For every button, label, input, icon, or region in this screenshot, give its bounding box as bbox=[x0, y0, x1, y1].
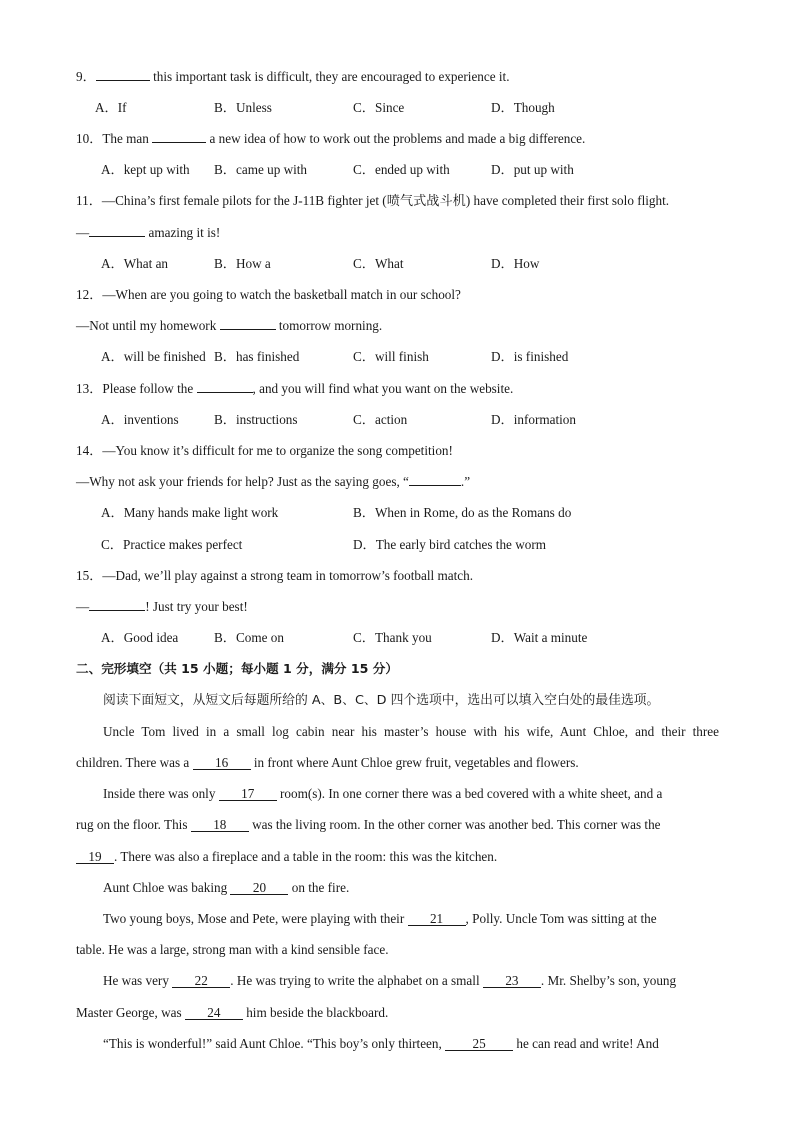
question-10-stem bbox=[76, 131, 585, 147]
passage-text: “This is wonderful!” said Aunt Chloe. “This boy’s only thirteen, bbox=[103, 1036, 446, 1051]
passage-text: Two young boys, Mose and Pete, were playing with their bbox=[103, 911, 408, 926]
blank-19: 19 bbox=[76, 850, 114, 864]
option-b: B．Come on bbox=[214, 630, 284, 645]
passage-text: . There was also a fireplace and a table in the room: this was the kitchen. bbox=[114, 849, 498, 864]
passage-line bbox=[103, 786, 662, 802]
passage-line: Uncle Tom lived in a small log cabin near his master’s house with his wife, Aunt Chloe, and their three bbox=[103, 724, 719, 739]
stem-text: —Why not ask your friends for help? Just as the saying goes, “ bbox=[76, 474, 409, 489]
passage-text: Master George, was bbox=[76, 1005, 185, 1020]
passage-text: He was very bbox=[103, 973, 173, 988]
question-14-response bbox=[76, 474, 470, 490]
question-9-stem bbox=[76, 69, 510, 85]
passage-line bbox=[103, 1036, 659, 1052]
answer-blank bbox=[96, 80, 150, 81]
passage-text: rug on the floor. This bbox=[76, 817, 191, 832]
passage-text: in front where Aunt Chloe grew fruit, vegetables and flowers. bbox=[250, 755, 579, 770]
passage-line bbox=[103, 880, 349, 896]
section-heading: 二、完形填空（共 15 小题；每小题 1 分，满分 15 分） bbox=[76, 661, 398, 676]
passage-text: Aunt Chloe was baking bbox=[103, 880, 231, 895]
option-b: B．Unless bbox=[214, 100, 272, 115]
option-c: C．Thank you bbox=[353, 630, 432, 645]
passage-line bbox=[76, 849, 497, 865]
option-a: A．will be finished bbox=[101, 349, 206, 364]
option-a: A．What an bbox=[101, 256, 169, 271]
option-b: B．has finished bbox=[214, 349, 300, 364]
passage-line bbox=[103, 973, 676, 989]
blank-16: 16 bbox=[193, 756, 251, 770]
stem-text: , and you will find what you want on the website. bbox=[252, 381, 514, 396]
blank-22: 22 bbox=[172, 974, 230, 988]
option-c: C．Practice makes perfect bbox=[101, 537, 243, 552]
section-instruction: 阅读下面短文，从短文后每题所给的 A、B、C、D 四个选项中，选出可以填入空白处的最佳选项。 bbox=[103, 693, 660, 708]
option-d: D．Wait a minute bbox=[491, 630, 588, 645]
stem-text: 13．Please follow the bbox=[76, 381, 197, 396]
answer-blank bbox=[197, 392, 253, 393]
question-12-stem: 12．—When are you going to watch the basketball match in our school? bbox=[76, 287, 461, 302]
passage-text: . Mr. Shelby’s son, young bbox=[540, 973, 677, 988]
question-15-stem: 15．—Dad, we’ll play against a strong team in tomorrow’s football match. bbox=[76, 568, 474, 583]
stem-text: ! Just try your best! bbox=[145, 599, 248, 614]
option-b: B．How a bbox=[214, 256, 271, 271]
stem-text: a new idea of how to work out the problems and made a big difference. bbox=[206, 131, 586, 146]
option-c: C．What bbox=[353, 256, 404, 271]
stem-text: this important task is difficult, they are encouraged to experience it. bbox=[149, 69, 510, 84]
passage-line: table. He was a large, strong man with a kind sensible face. bbox=[76, 942, 389, 957]
question-14-stem: 14．—You know it’s difficult for me to organize the song competition! bbox=[76, 443, 453, 458]
stem-text: 10．The man bbox=[76, 131, 153, 146]
passage-text: he can read and write! And bbox=[513, 1036, 659, 1051]
passage-text: room(s). In one corner there was a bed covered with a white sheet, and a bbox=[276, 786, 663, 801]
answer-blank bbox=[220, 329, 276, 330]
option-a: A．Good idea bbox=[101, 630, 179, 645]
stem-text: .” bbox=[460, 474, 471, 489]
option-b: B．instructions bbox=[214, 412, 298, 427]
dash: — bbox=[76, 225, 90, 240]
blank-17: 17 bbox=[219, 787, 277, 801]
question-13-stem bbox=[76, 381, 513, 397]
question-11-response bbox=[76, 225, 220, 241]
option-d: D．information bbox=[491, 412, 576, 427]
answer-blank bbox=[89, 610, 145, 611]
option-d: D．put up with bbox=[491, 162, 574, 177]
question-12-response bbox=[76, 318, 382, 334]
option-a: A．inventions bbox=[101, 412, 179, 427]
option-a: A．kept up with bbox=[101, 162, 190, 177]
stem-text: —Not until my homework bbox=[76, 318, 220, 333]
blank-25: 25 bbox=[445, 1037, 513, 1051]
option-c: C．action bbox=[353, 412, 408, 427]
blank-23: 23 bbox=[483, 974, 541, 988]
passage-text: him beside the blackboard. bbox=[242, 1005, 389, 1020]
blank-21: 21 bbox=[408, 912, 466, 926]
option-d: D．The early bird catches the worm bbox=[353, 537, 546, 552]
passage-text: on the fire. bbox=[288, 880, 350, 895]
answer-blank bbox=[89, 236, 145, 237]
option-c: C．ended up with bbox=[353, 162, 450, 177]
passage-line bbox=[76, 755, 579, 771]
question-11-stem: 11．—China’s first female pilots for the J-11B fighter jet (喷气式战斗机) have completed their first solo flight. bbox=[76, 193, 670, 208]
option-d: D．Though bbox=[491, 100, 555, 115]
option-c: C．Since bbox=[353, 100, 405, 115]
question-number: 9． bbox=[76, 69, 96, 84]
passage-text: Inside there was only bbox=[103, 786, 219, 801]
dash: — bbox=[76, 599, 90, 614]
option-b: B．came up with bbox=[214, 162, 308, 177]
option-a: A．Many hands make light work bbox=[101, 505, 279, 520]
blank-18: 18 bbox=[191, 818, 249, 832]
stem-text: amazing it is! bbox=[145, 225, 221, 240]
passage-line bbox=[76, 1005, 388, 1021]
answer-blank bbox=[409, 485, 461, 486]
blank-20: 20 bbox=[230, 881, 288, 895]
passage-line bbox=[103, 911, 657, 927]
passage-text: children. There was a bbox=[76, 755, 193, 770]
passage-text: was the living room. In the other corner was another bed. This corner was the bbox=[248, 817, 661, 832]
question-15-response bbox=[76, 599, 248, 615]
option-d: D．How bbox=[491, 256, 540, 271]
option-a: A．If bbox=[95, 100, 127, 115]
option-c: C．will finish bbox=[353, 349, 429, 364]
blank-24: 24 bbox=[185, 1006, 243, 1020]
stem-text: tomorrow morning. bbox=[275, 318, 383, 333]
option-b: B．When in Rome, do as the Romans do bbox=[353, 505, 572, 520]
passage-text: . He was trying to write the alphabet on a small bbox=[230, 973, 483, 988]
passage-line bbox=[76, 817, 661, 833]
option-d: D．is finished bbox=[491, 349, 569, 364]
answer-blank bbox=[152, 142, 206, 143]
passage-text: , Polly. Uncle Tom was sitting at the bbox=[465, 911, 657, 926]
